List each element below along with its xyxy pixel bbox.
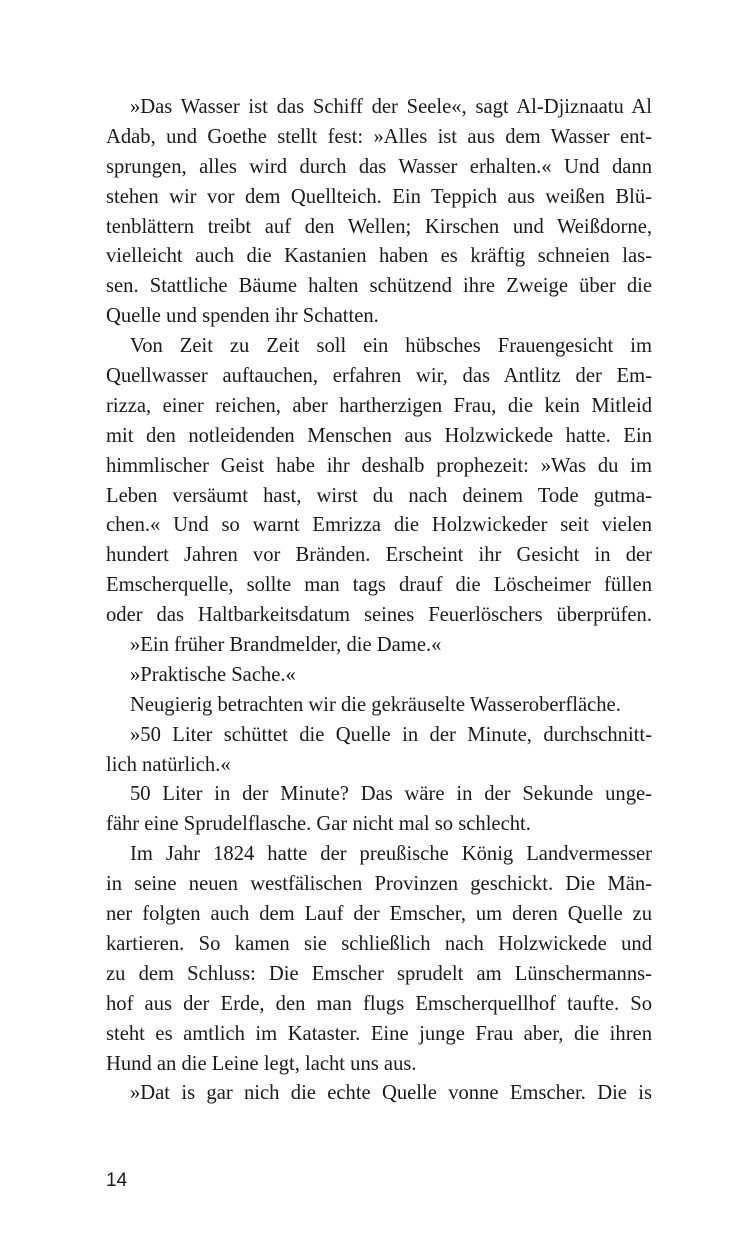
text-line: chen.« Und so warnt Emrizza die Holzwickeder seit vielen [106, 514, 652, 537]
text-line: kartieren. So kamen sie schließlich nach Holzwickede und [106, 932, 652, 955]
text-line: Im Jahr 1824 hatte der preußische König Landvermesser [130, 843, 652, 866]
text-line: rizza, einer reichen, aber hartherzigen Frau, die kein Mitleid [106, 394, 652, 417]
text-line: tenblättern treibt auf den Wellen; Kirschen und Weißdorne, [106, 215, 652, 238]
text-line: Hund an die Leine legt, lacht uns aus. [106, 1052, 417, 1075]
body-text [106, 93, 652, 1109]
text-line: »Praktische Sache.« [130, 663, 296, 686]
text-line: zu dem Schluss: Die Emscher sprudelt am Lünschermanns- [106, 962, 652, 985]
text-line: oder das Haltbarkeitsdatum seines Feuerlöschers überprüfen. [106, 604, 652, 627]
text-line: Quellwasser auftauchen, erfahren wir, das Antlitz der Em- [106, 365, 652, 388]
text-line: in seine neuen westfälischen Provinzen geschickt. Die Män- [106, 873, 652, 896]
text-line: stehen wir vor dem Quellteich. Ein Teppich aus weißen Blü- [106, 185, 652, 208]
text-line: 50 Liter in der Minute? Das wäre in der Sekunde unge- [130, 783, 652, 806]
text-line: steht es amtlich im Kataster. Eine junge Frau aber, die ihren [106, 1022, 652, 1045]
text-line: Emscherquelle, sollte man tags drauf die Löscheimer füllen [106, 574, 652, 597]
text-line: vielleicht auch die Kastanien haben es kräftig schneien las- [106, 245, 652, 268]
text-line: lich natürlich.« [106, 753, 231, 776]
text-line: Quelle und spenden ihr Schatten. [106, 305, 379, 328]
text-line: Neugierig betrachten wir die gekräuselte Wasseroberfläche. [130, 693, 621, 716]
text-line: hundert Jahren vor Bränden. Erscheint ihr Gesicht in der [106, 544, 652, 567]
text-line: sprungen, alles wird durch das Wasser erhalten.« Und dann [106, 155, 652, 178]
text-line: Leben versäumt hast, wirst du nach deinem Tode gutma- [106, 484, 652, 507]
text-line: »Dat is gar nich die echte Quelle vonne Emscher. Die is [130, 1082, 652, 1105]
text-line: Adab, und Goethe stellt fest: »Alles ist aus dem Wasser ent- [106, 125, 652, 148]
text-line: »Das Wasser ist das Schiff der Seele«, sagt Al-Djiznaatu Al [130, 96, 652, 118]
text-line: mit den notleidenden Menschen aus Holzwickede hatte. Ein [106, 424, 652, 447]
text-line: fähr eine Sprudelflasche. Gar nicht mal so schlecht. [106, 813, 531, 836]
text-line: Von Zeit zu Zeit soll ein hübsches Frauengesicht im [130, 335, 652, 358]
page-number: 14 [106, 1170, 128, 1191]
text-line: himmlischer Geist habe ihr deshalb prophezeit: »Was du im [106, 454, 652, 477]
text-line: »Ein früher Brandmelder, die Dame.« [130, 634, 442, 657]
text-line: sen. Stattliche Bäume halten schützend ihre Zweige über die [106, 275, 652, 298]
text-line: »50 Liter schüttet die Quelle in der Minute, durchschnitt- [130, 723, 652, 746]
text-line: hof aus der Erde, den man flugs Emscherquellhof taufte. So [106, 992, 652, 1015]
text-line: ner folgten auch dem Lauf der Emscher, um deren Quelle zu [106, 903, 652, 926]
